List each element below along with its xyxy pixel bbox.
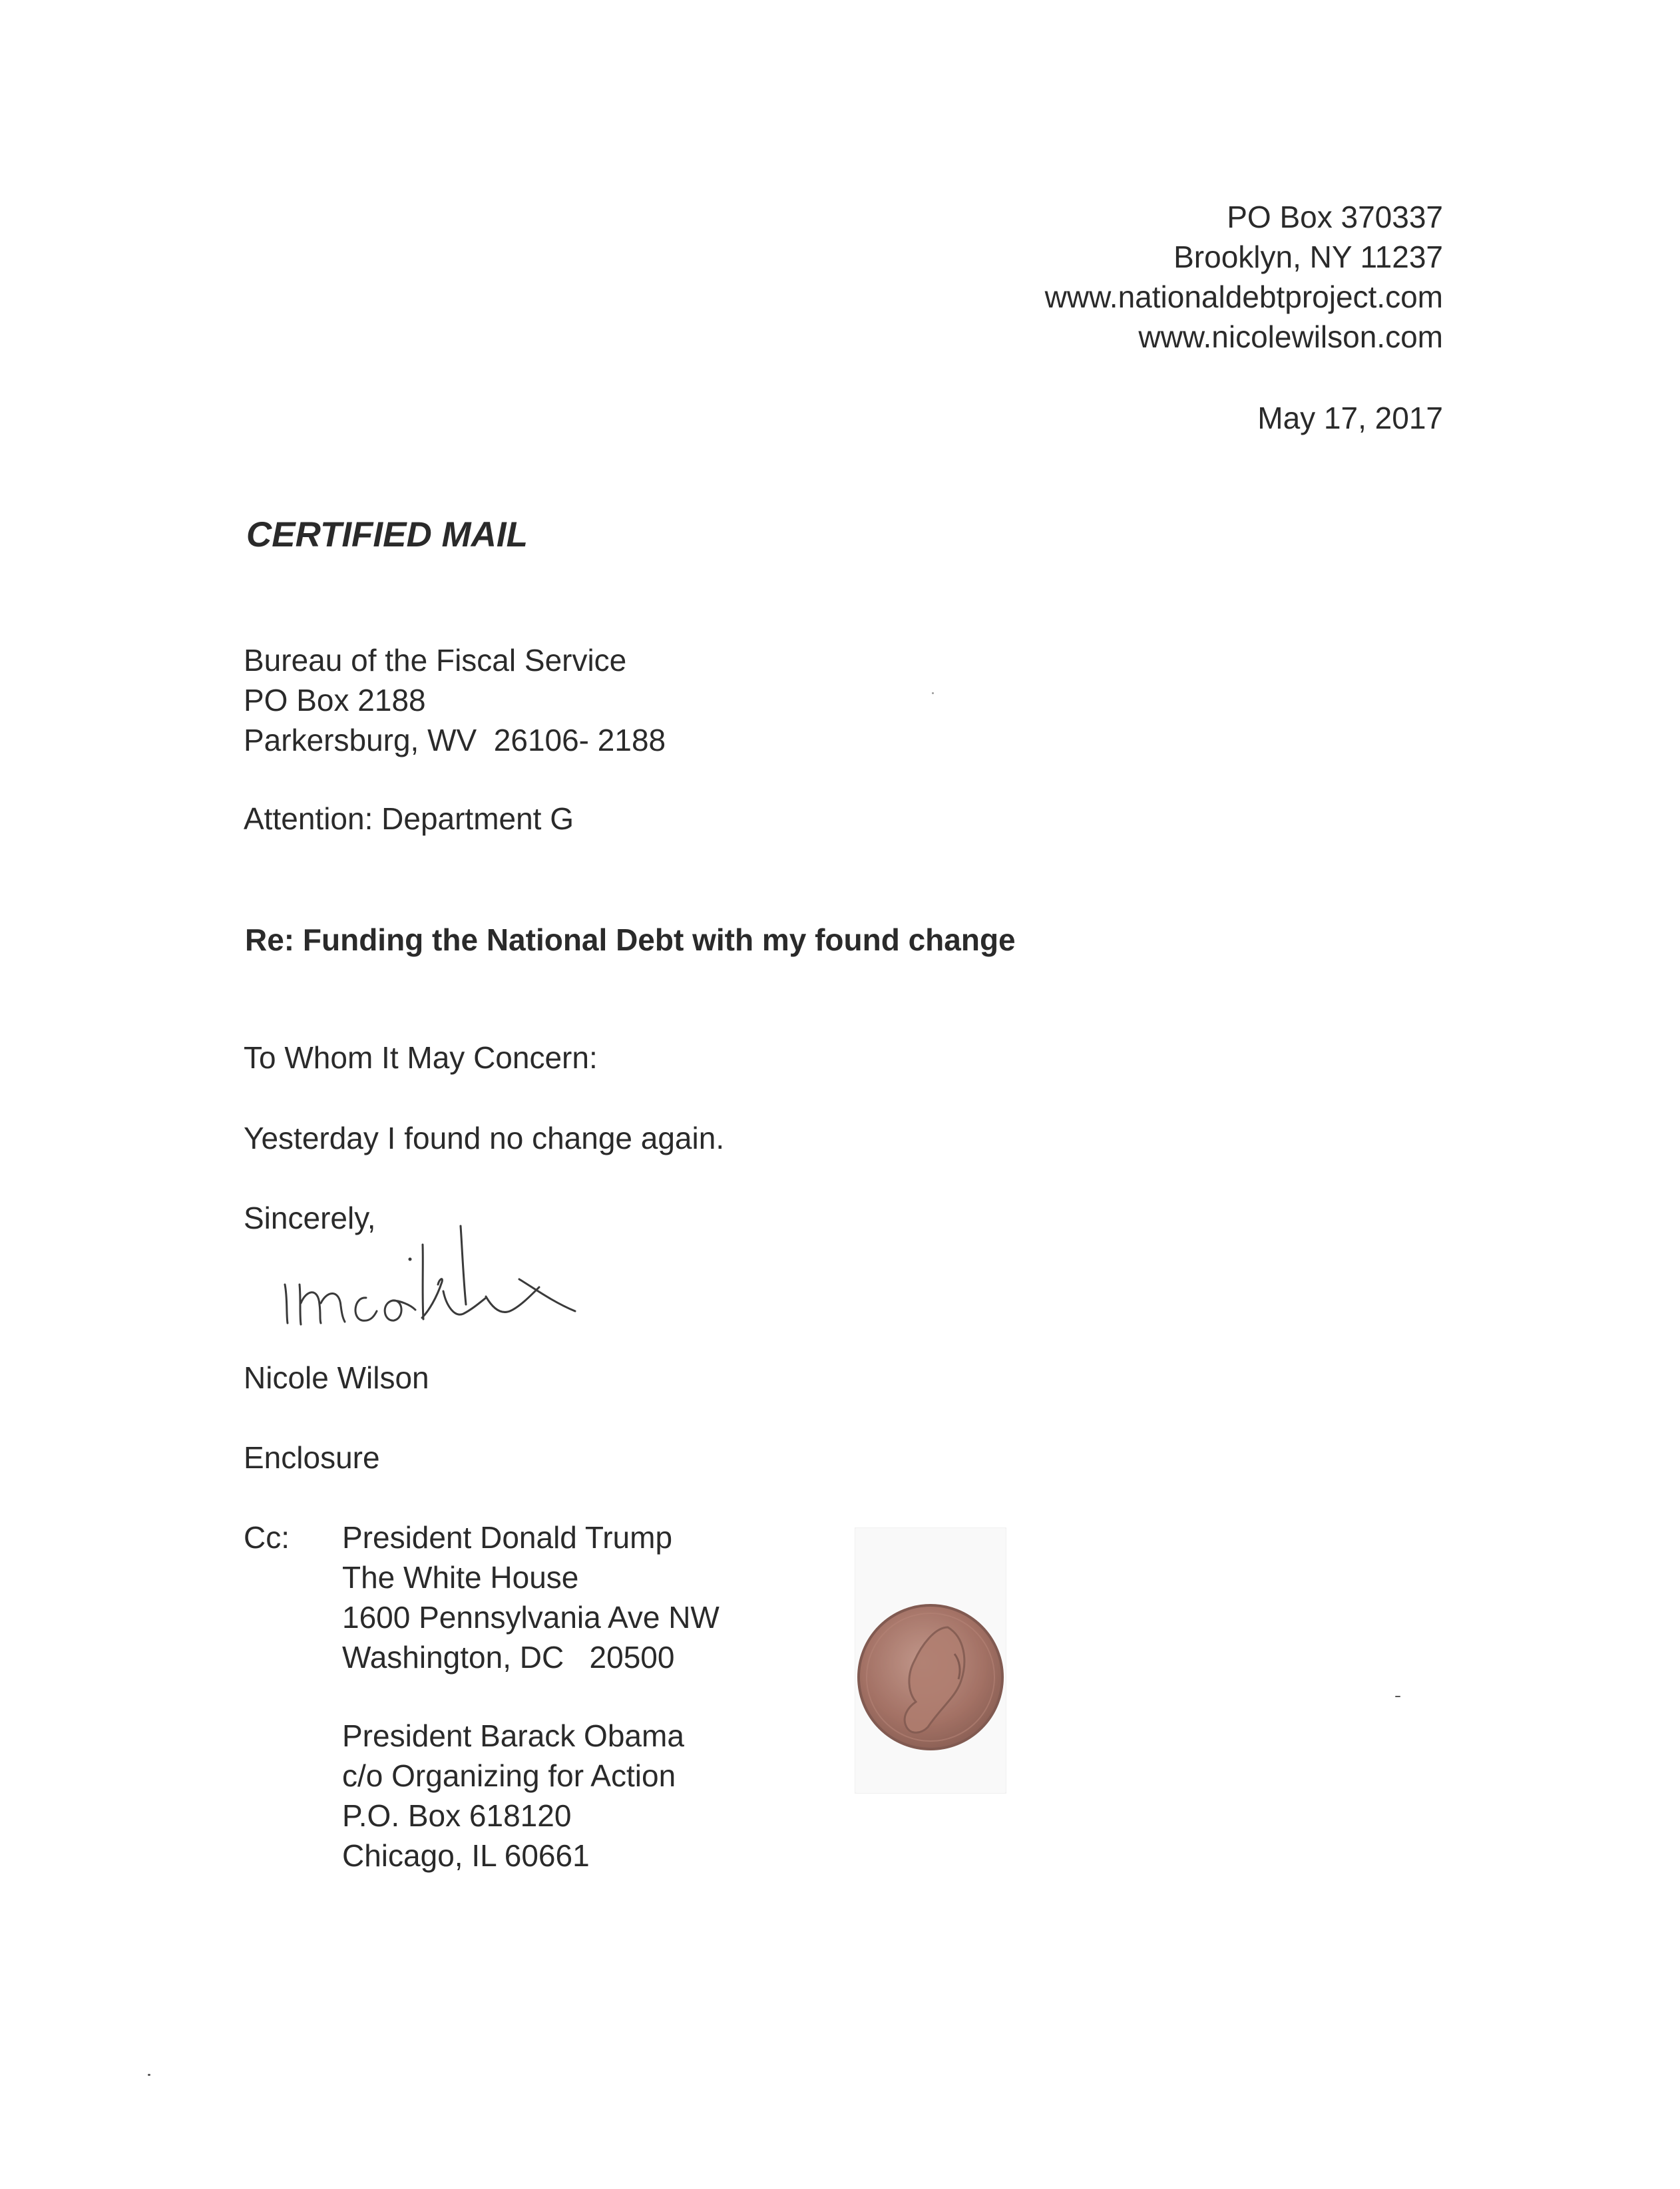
cc-recipient <box>342 1517 720 1677</box>
handwritten-signature <box>280 1218 612 1344</box>
cc-line: P.O. Box 618120 <box>342 1798 572 1833</box>
certified-mail-heading: CERTIFIED MAIL <box>246 515 528 554</box>
subject-line: Re: Funding the National Debt with my found change <box>245 922 1016 957</box>
cc-line: The White House <box>342 1560 579 1595</box>
return-address-line: PO Box 370337 <box>1227 200 1443 234</box>
cc-line: President Barack Obama <box>342 1718 684 1753</box>
attention-line: Attention: Department G <box>244 801 574 836</box>
signer-name: Nicole Wilson <box>244 1360 429 1395</box>
paper-speck <box>148 2074 150 2076</box>
closing: Sincerely, <box>244 1201 376 1235</box>
enclosure-notation: Enclosure <box>244 1440 380 1475</box>
return-address-line: Brooklyn, NY 11237 <box>1173 240 1443 274</box>
recipient-line: Parkersburg, WV 26106- 2188 <box>244 723 666 757</box>
return-address <box>1045 197 1443 357</box>
cc-line: President Donald Trump <box>342 1520 673 1555</box>
letter-date: May 17, 2017 <box>1257 401 1443 435</box>
recipient-line: PO Box 2188 <box>244 683 426 717</box>
paper-speck <box>1395 1696 1400 1697</box>
cc-label: Cc: <box>244 1520 290 1555</box>
penny-coin-icon <box>855 1527 1006 1794</box>
return-address-website: www.nationaldebtproject.com <box>1044 280 1443 314</box>
paper-speck <box>932 692 934 694</box>
cc-recipient <box>342 1716 684 1876</box>
cc-line: Washington, DC 20500 <box>342 1640 675 1675</box>
cc-line: c/o Organizing for Action <box>342 1758 676 1793</box>
recipient-line: Bureau of the Fiscal Service <box>244 643 627 678</box>
recipient-address <box>244 640 666 760</box>
salutation: To Whom It May Concern: <box>244 1040 598 1075</box>
letter-body: Yesterday I found no change again. <box>244 1121 725 1155</box>
return-address-website: www.nicolewilson.com <box>1138 319 1443 354</box>
cc-line: 1600 Pennsylvania Ave NW <box>342 1600 720 1635</box>
cc-line: Chicago, IL 60661 <box>342 1838 590 1873</box>
